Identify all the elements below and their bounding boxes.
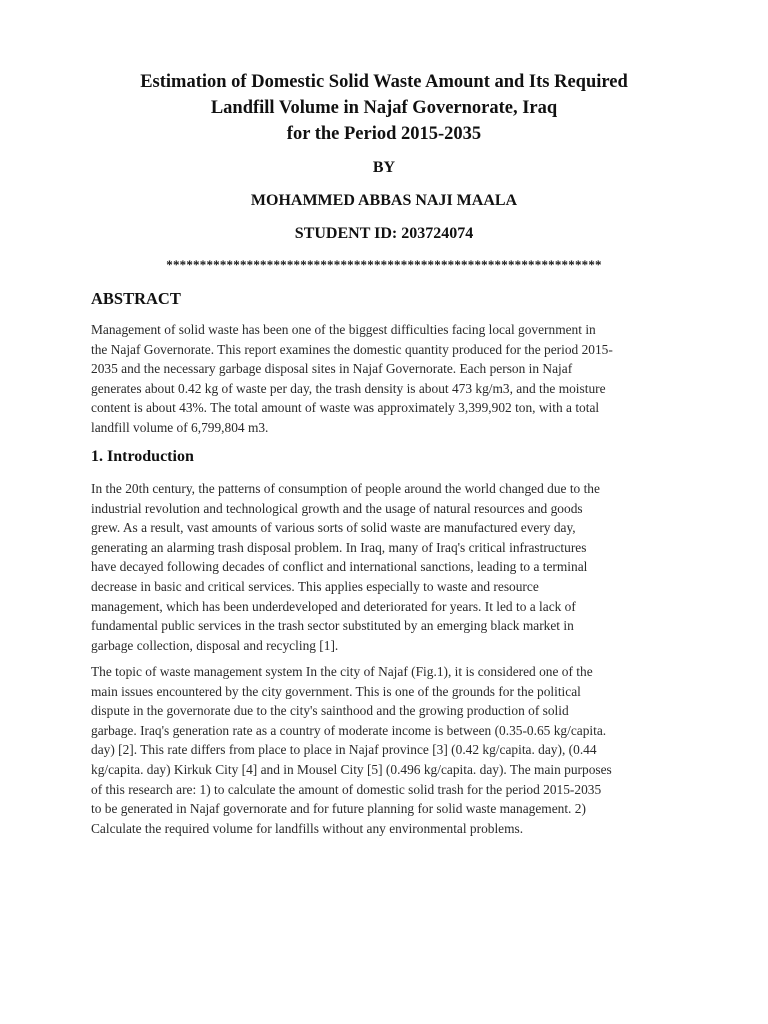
abstract-paragraph: [91, 320, 691, 438]
paragraph-line: have decayed following decades of conflict and international sanctions, leading to a terminal: [91, 559, 588, 575]
abstract-heading: ABSTRACT: [91, 289, 181, 308]
separator-line: *****************************************************************: [166, 257, 602, 272]
paragraph-line: In the 20th century, the patterns of consumption of people around the world changed due to the: [91, 481, 600, 496]
paragraph-line: landfill volume of 6,799,804 m3.: [91, 419, 269, 435]
paragraph-line: The topic of waste management system In the city of Najaf (Fig.1), it is considered one of the: [91, 664, 593, 679]
title-line: Landfill Volume in Najaf Governorate, Iraq: [210, 98, 558, 118]
paragraph-line: industrial revolution and technological growth and the usage of natural resources and goods: [91, 500, 583, 516]
student-id: STUDENT ID: 203724074: [294, 225, 474, 242]
author-name: MOHAMMED ABBAS NAJI MAALA: [250, 192, 518, 209]
title-line: Estimation of Domestic Solid Waste Amount and Its Required: [140, 72, 628, 92]
paragraph-line: garbage. Iraq's generation rate as a country of moderate income is between (0.35-0.65 kg/capita.: [91, 722, 607, 738]
paragraph-line: Management of solid waste has been one of the biggest difficulties facing local government in: [91, 322, 596, 337]
paragraph-line: garbage collection, disposal and recycling [1].: [91, 637, 339, 653]
paragraph-line: Calculate the required volume for landfills without any environmental problems.: [91, 820, 524, 836]
introduction-paragraph-2: [91, 662, 691, 838]
introduction-heading: 1. Introduction: [91, 448, 194, 465]
paragraph-line: dispute in the governorate due to the city's sainthood and the growing production of solid: [91, 703, 569, 719]
document-title: [60, 69, 708, 147]
paragraph-line: the Najaf Governorate. This report examines the domestic quantity produced for the period 2015-: [91, 341, 613, 357]
paragraph-line: 2035 and the necessary garbage disposal sites in Najaf Governorate. Each person in Najaf: [91, 361, 573, 377]
paragraph-line: content is about 43%. The total amount of waste was approximately 3,399,902 ton, with a total: [91, 400, 600, 416]
paragraph-line: management, which has been underdeveloped and deteriorated for years. It led to a lack of: [91, 598, 576, 614]
by-label: BY: [372, 159, 396, 176]
paragraph-line: generates about 0.42 kg of waste per day, the trash density is about 473 kg/m3, and the moisture: [91, 380, 606, 396]
paragraph-line: grew. As a result, vast amounts of various sorts of solid waste are manufactured every day,: [91, 520, 576, 536]
paragraph-line: fundamental public services in the trash sector substituted by an emerging black market in: [91, 618, 574, 634]
paragraph-line: generating an alarming trash disposal problem. In Iraq, many of Iraq's critical infrastructures: [91, 539, 587, 555]
introduction-paragraph-1: [91, 479, 691, 655]
paragraph-line: day) [2]. This rate differs from place to place in Najaf province [3] (0.42 kg/capita. day), (0.44: [91, 742, 597, 758]
paragraph-line: to be generated in Najaf governorate and for future planning for solid waste management. 2): [91, 801, 586, 817]
title-line: for the Period 2015-2035: [286, 124, 482, 144]
paragraph-line: decrease in basic and critical services. This applies especially to waste and resource: [91, 578, 539, 594]
paragraph-line: of this research are: 1) to calculate the amount of domestic solid trash for the period 2015-2035: [91, 781, 602, 797]
paragraph-line: main issues encountered by the city government. This is one of the grounds for the political: [91, 683, 581, 699]
paragraph-line: kg/capita. day) Kirkuk City [4] and in Mousel City [5] (0.496 kg/capita. day). The main purposes: [91, 761, 612, 777]
